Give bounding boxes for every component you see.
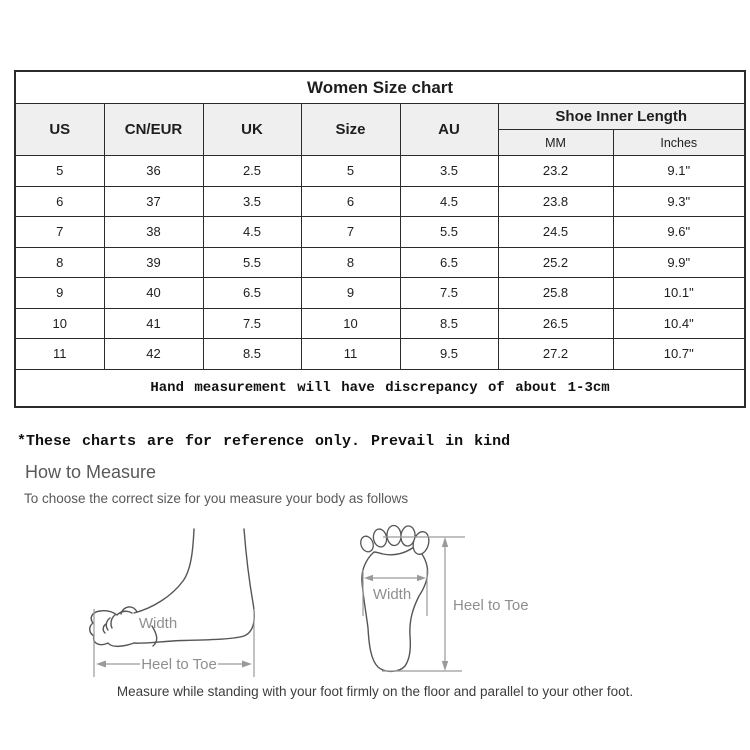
- cell: 5: [301, 156, 400, 187]
- cell: 8: [15, 247, 104, 278]
- sole-heel-to-toe-label: Heel to Toe: [453, 597, 529, 614]
- foot-side-view-diagram: [85, 525, 265, 680]
- cell: 6: [15, 186, 104, 217]
- cell: 11: [15, 339, 104, 370]
- cell: 11: [301, 339, 400, 370]
- table-row: [15, 339, 745, 370]
- col-header-inches: Inches: [613, 130, 745, 156]
- arrowhead-left-icon: [96, 661, 106, 668]
- table-header-row: [15, 104, 745, 130]
- arrowhead-right-icon: [417, 575, 426, 581]
- cell: 40: [104, 278, 203, 309]
- cell: 4.5: [400, 186, 498, 217]
- cell: 9.1": [613, 156, 745, 187]
- cell: 42: [104, 339, 203, 370]
- toe-oval: [386, 525, 401, 546]
- cell: 10: [15, 308, 104, 339]
- cell: 3.5: [400, 156, 498, 187]
- cell: 9.6": [613, 217, 745, 248]
- col-header-au: AU: [400, 104, 498, 156]
- cell: 4.5: [203, 217, 301, 248]
- col-header-us: US: [15, 104, 104, 156]
- cell: 9: [15, 278, 104, 309]
- cell: 7.5: [400, 278, 498, 309]
- how-to-measure-heading: How to Measure: [25, 462, 157, 482]
- cell: 5.5: [400, 217, 498, 248]
- toe-curl-line: [106, 618, 110, 630]
- arrowhead-down-icon: [442, 661, 448, 671]
- table-row: [15, 217, 745, 248]
- foot-sole-view-diagram: [355, 528, 530, 678]
- arrowhead-left-icon: [364, 575, 373, 581]
- cell: 2.5: [203, 156, 301, 187]
- cell: 25.8: [498, 278, 613, 309]
- cell: 9.5: [400, 339, 498, 370]
- cell: 7.5: [203, 308, 301, 339]
- table-row: [15, 308, 745, 339]
- toe-oval: [372, 528, 388, 548]
- cell: 36: [104, 156, 203, 187]
- cell: 8: [301, 247, 400, 278]
- cell: 8.5: [400, 308, 498, 339]
- table-footnote-row: [15, 369, 745, 407]
- col-header-size: Size: [301, 104, 400, 156]
- measure-caption: Measure while standing with your foot firmly on the floor and parallel to your other foot.: [116, 684, 634, 699]
- cell: 25.2: [498, 247, 613, 278]
- cell: 9: [301, 278, 400, 309]
- arrowhead-up-icon: [442, 537, 448, 547]
- cell: 6.5: [203, 278, 301, 309]
- cell: 24.5: [498, 217, 613, 248]
- cell: 6: [301, 186, 400, 217]
- cell: 9.3": [613, 186, 745, 217]
- table-title-row: [15, 71, 745, 104]
- cell: 5: [15, 156, 104, 187]
- cell: 38: [104, 217, 203, 248]
- cell: 23.8: [498, 186, 613, 217]
- cell: 23.2: [498, 156, 613, 187]
- cell: 5.5: [203, 247, 301, 278]
- cell: 10.1": [613, 278, 745, 309]
- cell: 10.7": [613, 339, 745, 370]
- col-header-uk: UK: [203, 104, 301, 156]
- size-chart-table: [14, 70, 746, 408]
- table-row: [15, 186, 745, 217]
- cell: 10.4": [613, 308, 745, 339]
- toe-curl-line: [111, 615, 115, 628]
- cell: 39: [104, 247, 203, 278]
- sole-width-label: Width: [372, 586, 412, 603]
- table-title: Women Size chart: [15, 71, 745, 104]
- table-row: [15, 156, 745, 187]
- cell: 3.5: [203, 186, 301, 217]
- cell: 27.2: [498, 339, 613, 370]
- how-to-measure-intro: To choose the correct size for you measure your body as follows: [24, 491, 409, 506]
- cell: 7: [301, 217, 400, 248]
- cell: 7: [15, 217, 104, 248]
- foot-sole-outline: [362, 547, 428, 671]
- side-width-label: Width: [138, 615, 178, 632]
- cell: 6.5: [400, 247, 498, 278]
- cell: 8.5: [203, 339, 301, 370]
- cell: 10: [301, 308, 400, 339]
- table-footnote: Hand measurement will have discrepancy of about 1-3cm: [15, 369, 745, 407]
- foot-instep-line: [134, 529, 194, 613]
- col-header-cneur: CN/EUR: [104, 104, 203, 156]
- cell: 37: [104, 186, 203, 217]
- cell: 41: [104, 308, 203, 339]
- cell: 9.9": [613, 247, 745, 278]
- arrowhead-right-icon: [242, 661, 252, 668]
- reference-note: *These charts are for reference only. Prevail in kind: [17, 433, 511, 450]
- col-header-shoe-inner-length: Shoe Inner Length: [498, 104, 745, 130]
- table-row: [15, 247, 745, 278]
- cell: 26.5: [498, 308, 613, 339]
- side-heel-to-toe-label: Heel to Toe: [141, 656, 217, 673]
- table-row: [15, 278, 745, 309]
- col-header-mm: MM: [498, 130, 613, 156]
